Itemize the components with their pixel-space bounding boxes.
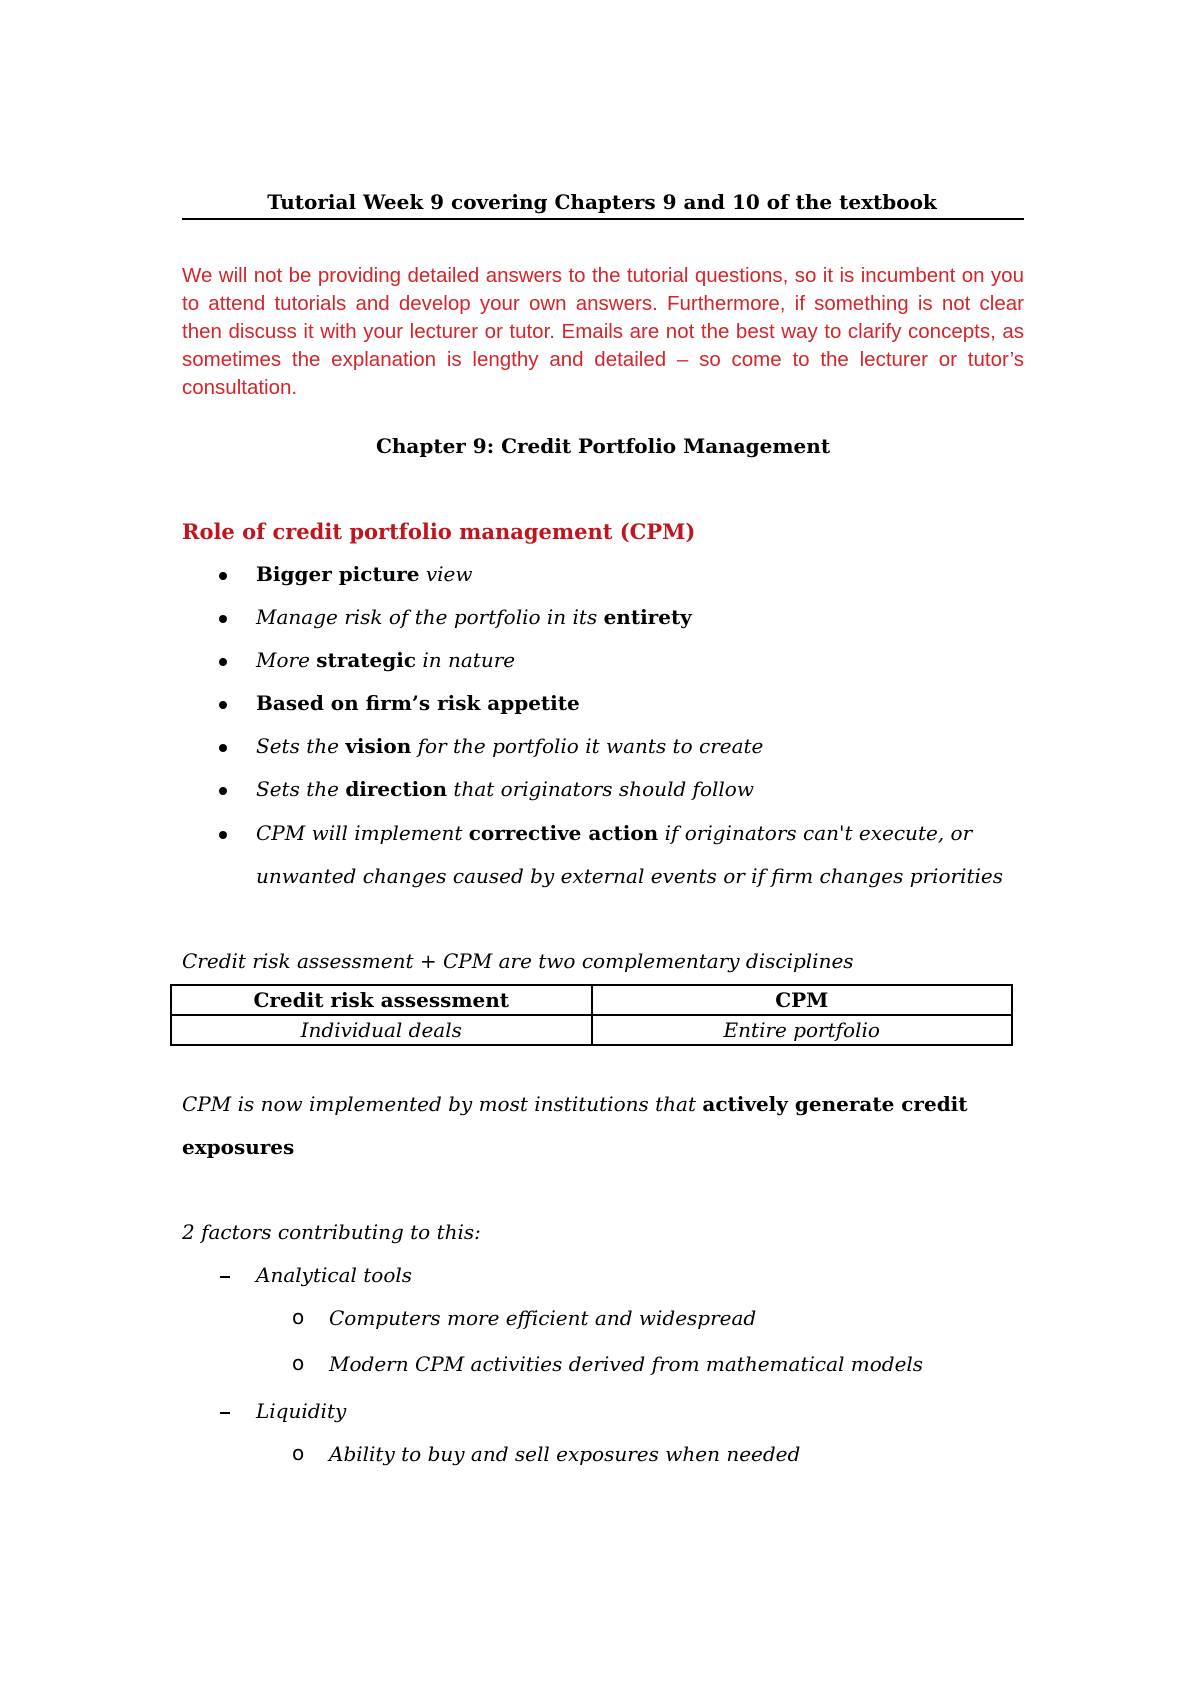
bullet-item-direction <box>256 775 754 803</box>
factor-liquidity: Liquidity <box>256 1399 347 1423</box>
sub-bullet-marker: o <box>292 1441 305 1465</box>
bullet-bold: Based on firm’s risk appetite <box>256 691 580 715</box>
bullet-bold: entirety <box>603 605 692 629</box>
factors-intro: 2 factors contributing to this: <box>182 1220 481 1244</box>
document-title: Tutorial Week 9 covering Chapters 9 and 10 of the textbook <box>267 190 937 214</box>
bullet-item-risk-appetite <box>256 689 580 717</box>
tutorial-notice: We will not be providing detailed answers to the tutorial questions, so it is incumbent on you to attend tutorials and develop your own answers. Furthermore, if something is not clear then discuss it with your lecturer or tutor. Emails are not the best way to clarify concepts, as sometimes the explanation is lengthy and detailed – so come to the lecturer or tutor’s consultation. <box>182 264 1024 399</box>
complementary-disciplines-note: Credit risk assessment + CPM are two complementary disciplines <box>182 949 854 973</box>
factor-analytical-tools: Analytical tools <box>256 1263 413 1287</box>
bullet-item-strategic <box>256 646 515 674</box>
bullet-item-bigger-picture <box>256 560 473 588</box>
table-row <box>171 1015 1012 1045</box>
bullet-dot <box>219 701 227 709</box>
bullet-bold: corrective action <box>468 821 659 845</box>
bullet-dot <box>219 787 227 795</box>
bullet-dot <box>219 658 227 666</box>
chapter-heading: Chapter 9: Credit Portfolio Management <box>375 434 831 458</box>
title-underline <box>182 218 1024 220</box>
dash-marker <box>220 1276 230 1278</box>
sub-bullet-marker: o <box>292 1305 305 1329</box>
implemented-italic: CPM is now implemented by most institutions that <box>182 1092 703 1116</box>
section-heading-role-of-cpm: Role of credit portfolio management (CPM) <box>182 519 696 544</box>
cpm-implemented-line-continued: exposures <box>182 1135 295 1159</box>
bullet-italic: that originators should follow <box>447 777 754 801</box>
bullet-bold: Bigger picture <box>256 562 420 586</box>
bullet-italic: Sets the <box>256 734 346 758</box>
sub-item-computers: Computers more efficient and widespread <box>329 1306 757 1330</box>
bullet-dot <box>219 572 227 580</box>
bullet-italic: Manage risk of the portfolio in its <box>256 605 604 629</box>
bullet-italic: for the portfolio it wants to create <box>411 734 764 758</box>
bullet-item-corrective-action-continued: unwanted changes caused by external events or if firm changes priorities <box>256 864 1003 888</box>
implemented-bold: actively generate credit <box>702 1092 968 1116</box>
bullet-italic: view <box>419 562 473 586</box>
bullet-item-vision <box>256 732 763 760</box>
bullet-bold: strategic <box>316 648 416 672</box>
sub-item-buy-sell-exposures: Ability to buy and sell exposures when needed <box>329 1442 801 1466</box>
sub-bullet-marker: o <box>292 1351 305 1375</box>
bullet-italic: Sets the <box>256 777 346 801</box>
cpm-implemented-line <box>182 1090 968 1118</box>
bullet-dot <box>219 831 227 839</box>
bullet-dot <box>219 615 227 623</box>
table-cell-individual-deals: Individual deals <box>171 1015 592 1045</box>
bullet-item-corrective-action <box>256 819 972 847</box>
sub-item-mathematical-models: Modern CPM activities derived from mathematical models <box>329 1352 924 1376</box>
bullet-bold: direction <box>345 777 448 801</box>
bullet-italic: CPM will implement <box>256 821 469 845</box>
bullet-italic: if originators can't execute, or <box>658 821 973 845</box>
table-cell-entire-portfolio: Entire portfolio <box>592 1015 1013 1045</box>
bullet-italic: More <box>256 648 317 672</box>
table-header-cpm: CPM <box>592 985 1013 1015</box>
table-header-credit-risk: Credit risk assessment <box>171 985 592 1015</box>
dash-marker <box>220 1412 230 1414</box>
bullet-item-entirety <box>256 603 692 631</box>
bullet-dot <box>219 744 227 752</box>
bullet-bold: vision <box>345 734 412 758</box>
table-header-row <box>171 985 1012 1015</box>
bullet-italic: in nature <box>416 648 516 672</box>
comparison-table <box>170 984 1013 1046</box>
